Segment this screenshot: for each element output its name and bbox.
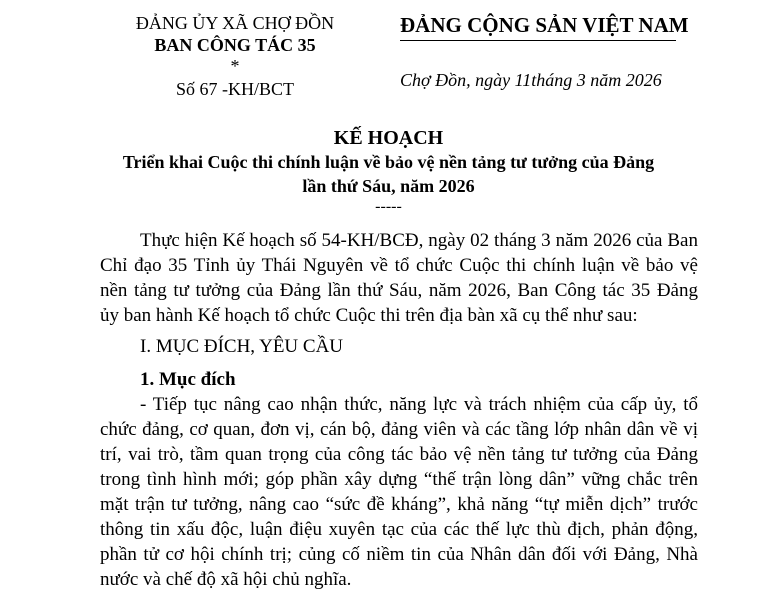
document-subject-line-2: lần thứ Sáu, năm 2026 [302,176,475,196]
purpose-line: thông tin xấu độc, luận điệu xuyên tạc của các thế lực thù địch, phản động, [100,519,698,540]
party-header-block [400,12,690,91]
intro-line: nền tảng tư tưởng của Đảng lần thứ Sáu, năm 2026, Ban Công tác 35 Đảng [100,280,698,301]
subsection-heading: 1. Mục đích [140,369,236,390]
issuing-agency-block [120,12,350,100]
purpose-line: mặt trận tư tưởng, nâng cao “sức đề kháng”, khả năng “tự miễn dịch” trước [100,494,698,515]
purpose-line: chức đảng, cơ quan, đơn vị, cán bộ, đảng viên và các tầng lớp nhân dân về vị [100,419,698,440]
title-separator: ----- [375,198,402,215]
document-type: KẾ HOẠCH [333,127,444,149]
document-number: Số 67 -KH/BCT [175,79,294,99]
party-name: ĐẢNG CỘNG SẢN VIỆT NAM [400,13,689,37]
intro-line: Chỉ đạo 35 Tỉnh ủy Thái Nguyên về tổ chức Cuộc thi chính luận về bảo vệ [100,255,698,276]
purpose-line: nước và chế độ xã hội chủ nghĩa. [100,569,352,590]
intro-line: Thực hiện Kế hoạch số 54-KH/BCĐ, ngày 02 tháng 3 năm 2026 của Ban [140,230,698,251]
purpose-line: trí, vai trò, tầm quan trọng của công tác bảo vệ nền tảng tư tưởng của Đảng [100,444,698,465]
section-heading: I. MỤC ĐÍCH, YÊU CẦU [140,336,344,357]
purpose-paragraph [100,392,698,592]
document-body [100,228,698,592]
purpose-line: phần tử cơ hội chính trị; củng cố niềm tin của Nhân dân đối với Đảng, Nhà [100,544,698,565]
party-name-underline [400,40,676,41]
star-separator: * [230,56,240,76]
purpose-line: trong tình hình mới; góp phần xây dựng “thế trận lòng dân” vững chắc trên [100,469,698,490]
purpose-line: - Tiếp tục nâng cao nhận thức, năng lực và trách nhiệm của cấp ủy, tổ [140,394,698,415]
document-title-block [0,126,777,214]
place-and-date: Chợ Đồn, ngày 11tháng 3 năm 2026 [400,70,662,90]
parent-organization: ĐẢNG ỦY XÃ CHỢ ĐỒN [135,13,335,33]
issuing-department: BAN CÔNG TÁC 35 [154,35,316,55]
intro-paragraph [100,228,698,328]
intro-line: ủy ban hành Kế hoạch tổ chức Cuộc thi trên địa bàn xã cụ thể như sau: [100,305,638,326]
document-subject-line-1: Triển khai Cuộc thi chính luận về bảo vệ nền tảng tư tưởng của Đảng [122,152,655,172]
